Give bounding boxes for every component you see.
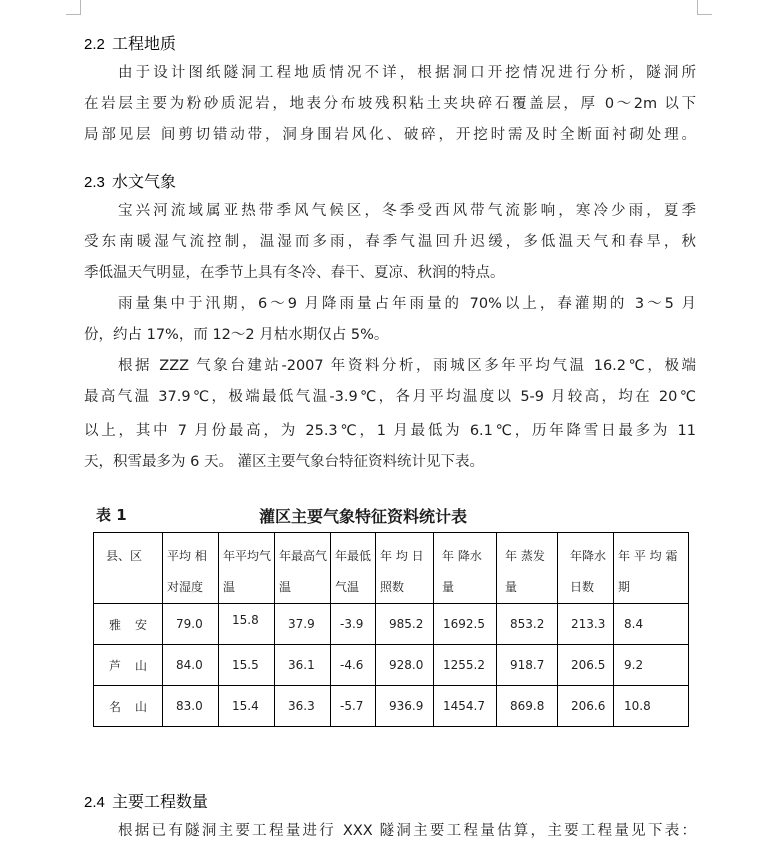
table-header-cell: 年 平 均 霜期 — [618, 549, 678, 594]
table-header-row — [94, 533, 689, 604]
table-cell: 928.0 — [389, 658, 424, 672]
table-cell: 15.8 — [232, 613, 259, 627]
paragraph-line: 份，约占 17%，而 12～2 月枯水期仅占 5%。 — [84, 327, 389, 343]
section-title: 水文气象 — [111, 172, 176, 191]
section-number: 2.2 — [84, 36, 105, 53]
table-cell: 206.6 — [571, 699, 606, 713]
table-cell: 10.8 — [624, 699, 651, 713]
table-cell: 8.4 — [624, 617, 644, 631]
paragraph-line: 天，积雪最多为 6 天。 灌区主要气象台特征资料统计见下表。 — [84, 454, 485, 470]
section-title: 主要工程数量 — [111, 792, 208, 811]
paragraph-line: 受东南暖湿气流控制，温湿而多雨，春季气温回升迟缓，多低温天气和春旱，秋 — [84, 234, 696, 250]
paragraph-line: 最高气温 37.9℃，极端最低气温-3.9℃，各月平均温度以 5-9 月较高，均在 20℃ — [84, 389, 696, 405]
table-row — [94, 604, 689, 645]
paragraph-line: 由于设计图纸隧洞工程地质情况不详，根据洞口开挖情况进行分析，隧洞所 — [118, 65, 696, 81]
table-cell: 1454.7 — [443, 699, 485, 713]
paragraph-line: 根据 ZZZ 气象台建站-2007 年资料分析，雨城区多年平均气温 16.2℃，极端 — [118, 358, 696, 374]
section-heading-2-4 — [84, 789, 208, 812]
table-cell: 15.4 — [232, 699, 259, 713]
table-title: 灌区主要气象特征资料统计表 — [259, 507, 468, 526]
table-header-cell: 年降水日数 — [570, 549, 607, 594]
table-cell: 36.1 — [288, 658, 315, 672]
paragraph-line: 雨量集中于汛期，6～9 月降雨量占年雨量的 70%以上，春灌期的 3～5 月 — [118, 296, 696, 312]
table-label: 表 1 — [96, 506, 127, 524]
table-cell: 936.9 — [389, 699, 424, 713]
table-cell: 869.8 — [510, 699, 545, 713]
section-heading-2-2 — [84, 31, 176, 54]
table-header-cell: 年最低气温 — [335, 549, 372, 594]
table-header-cell: 年平均气温 — [223, 549, 272, 594]
meteorological-table — [93, 532, 689, 727]
table-cell: 9.2 — [624, 658, 644, 672]
county-name: 雅安 — [108, 617, 161, 632]
paragraph-line: 在岩层主要为粉砂质泥岩，地表分布坡残积粘土夹块碎石覆盖层，厚 0～2m 以下 — [84, 96, 696, 112]
table-cell: -5.7 — [340, 699, 364, 713]
table-cell: 853.2 — [510, 617, 545, 631]
section-title: 工程地质 — [111, 34, 176, 53]
section-heading-2-3 — [84, 169, 176, 192]
table-cell: 206.5 — [571, 658, 606, 672]
table-row — [94, 645, 689, 686]
table-header-cell: 县、区 — [106, 549, 143, 563]
paragraph-line: 季低温天气明显，在季节上具有冬冷、春干、夏凉、秋润的特点。 — [84, 265, 505, 281]
table-cell: 918.7 — [510, 658, 545, 672]
table-cell: 1692.5 — [443, 617, 485, 631]
county-name: 名山 — [108, 699, 161, 714]
table-cell: 36.3 — [288, 699, 315, 713]
table-header-cell: 年 降水量 — [442, 549, 482, 594]
table-cell: 15.5 — [232, 658, 259, 672]
table-header-cell: 年 蒸发量 — [505, 549, 545, 594]
table-cell: -3.9 — [340, 617, 364, 631]
section-number: 2.3 — [84, 174, 105, 191]
page-corner-mark-left — [66, 0, 81, 15]
table-cell: 213.3 — [571, 617, 606, 631]
paragraph-line: 局部见层 间剪切错动带，洞身围岩风化、破碎，开挖时需及时全断面衬砌处理。 — [84, 127, 696, 143]
paragraph-line: 根据已有隧洞主要工程量进行 XXX 隧洞主要工程量估算，主要工程量见下表： — [118, 823, 696, 839]
paragraph-line: 宝兴河流域属亚热带季风气候区，冬季受西风带气流影响，寒冷少雨，夏季 — [118, 203, 696, 219]
section-number: 2.4 — [84, 794, 105, 811]
table-cell: 37.9 — [288, 617, 315, 631]
table-header-cell: 年 均 日照数 — [380, 549, 424, 594]
table-cell: 84.0 — [176, 658, 203, 672]
table-cell: 83.0 — [176, 699, 203, 713]
table-header-cell: 年最高气温 — [279, 549, 328, 594]
page-corner-mark-right — [697, 0, 712, 15]
table-cell: 1255.2 — [443, 658, 485, 672]
paragraph-line: 以上，其中 7 月份最高，为 25.3℃，1 月最低为 6.1℃，历年降雪日最多为 11 — [84, 423, 696, 439]
county-name: 芦山 — [108, 658, 161, 673]
table-cell: 985.2 — [389, 617, 424, 631]
table-header-cell: 平均 相对湿度 — [167, 549, 207, 594]
table-cell: -4.6 — [340, 658, 364, 672]
table-cell: 79.0 — [176, 617, 203, 631]
table-row — [94, 686, 689, 727]
